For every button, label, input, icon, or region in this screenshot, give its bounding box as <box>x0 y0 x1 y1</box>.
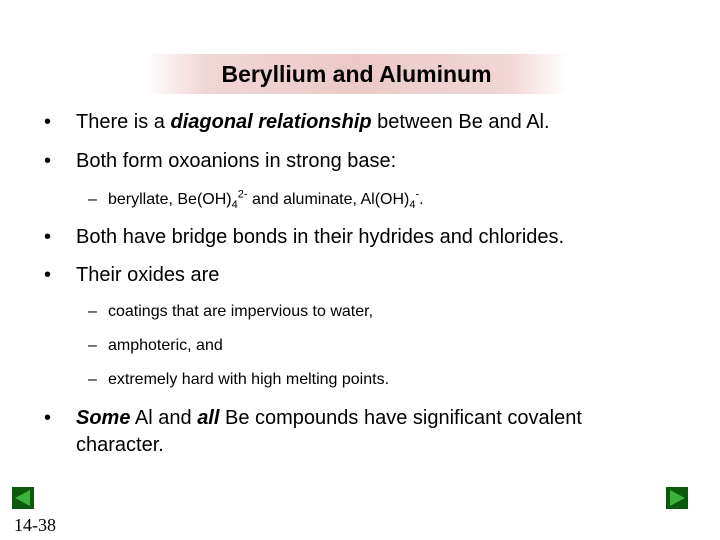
bullet-5-line-2: character. <box>76 434 164 456</box>
bullet-4-sub-3: extremely hard with high melting points. <box>108 371 390 388</box>
formula-sup-2: - <box>415 188 420 201</box>
formula-text-a: beryllate, Be(OH) <box>108 191 232 208</box>
bullet-marker: • <box>44 226 52 248</box>
bullet-5-mid: Al and <box>130 407 198 429</box>
bullet-marker: • <box>44 407 52 429</box>
bullet-1 <box>76 109 550 135</box>
dash-marker: – <box>88 337 97 354</box>
bullet-marker: • <box>44 111 52 133</box>
bullet-5 <box>76 405 582 431</box>
dash-marker: – <box>88 303 97 320</box>
bullet-1-emphasis: diagonal relationship <box>170 111 372 133</box>
previous-slide-button[interactable] <box>12 487 34 509</box>
bullet-3: Both have bridge bonds in their hydrides and chlorides. <box>76 226 565 248</box>
bullet-4-sub-2: amphoteric, and <box>108 337 223 354</box>
bullet-2-sub-1 <box>108 189 424 211</box>
previous-arrow-icon <box>15 490 30 506</box>
bullet-5-post: Be compounds have significant covalent <box>219 407 582 429</box>
bullet-5-emphasis-all: all <box>197 407 220 429</box>
bullet-4: Their oxides are <box>76 264 220 286</box>
formula-sub-1: 4 <box>231 199 238 212</box>
next-slide-button[interactable] <box>666 487 688 509</box>
formula-text-c: . <box>419 191 424 208</box>
formula-sup-1: 2- <box>237 188 248 201</box>
bullet-1-pre: There is a <box>76 111 171 133</box>
dash-marker: – <box>88 371 97 388</box>
bullet-4-sub-1: coatings that are impervious to water, <box>108 303 374 320</box>
slide-number: 14-38 <box>14 515 56 535</box>
bullet-marker: • <box>44 264 52 286</box>
bullet-2: Both form oxoanions in strong base: <box>76 150 397 172</box>
bullet-marker: • <box>44 150 52 172</box>
bullet-1-post: between Be and Al. <box>371 111 550 133</box>
slide-title: Beryllium and Aluminum <box>221 61 492 87</box>
dash-marker: – <box>88 191 97 208</box>
formula-sub-2: 4 <box>409 199 416 212</box>
bullet-5-emphasis-some: Some <box>76 407 131 429</box>
formula-text-b: and aluminate, Al(OH) <box>247 191 410 208</box>
next-arrow-icon <box>670 490 685 506</box>
